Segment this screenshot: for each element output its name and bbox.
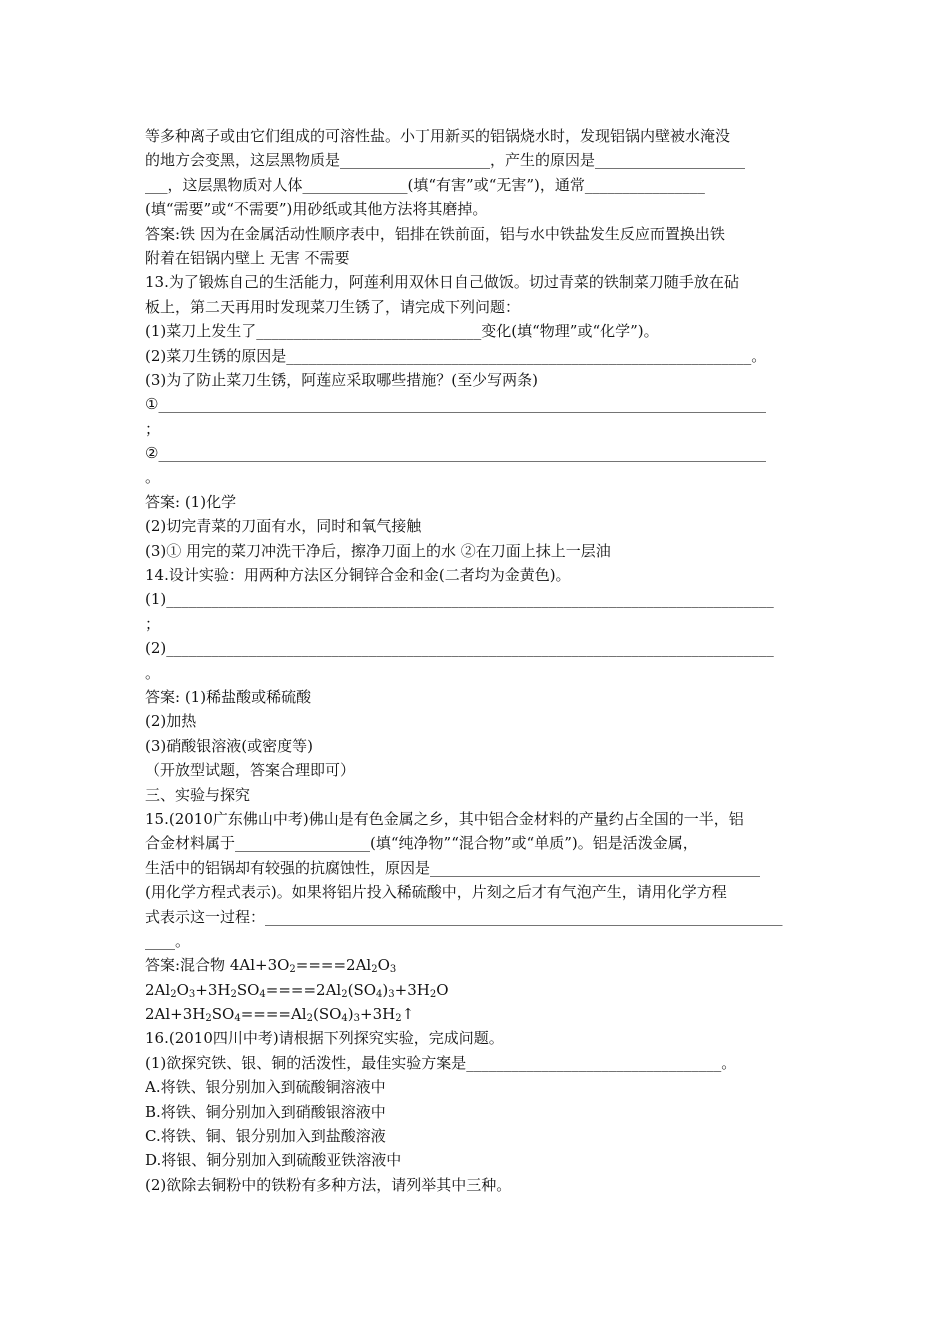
text-line-19: (1)_________________________________________________________________________________ (145, 590, 774, 609)
tail-line-5: D.将银、铜分别加入到硫酸亚铁溶液中 (145, 1151, 402, 1170)
text-line-5: 附着在铝锅内壁上 无害 不需要 (145, 248, 350, 267)
text-line-1: 的地方会变黑，这层黑物质是____________________，产生的原因是____________________ (145, 151, 746, 170)
text-line-17: (3)① 用完的菜刀冲洗干净后，擦净刀面上的水 ②在刀面上抹上一层油 (145, 541, 611, 560)
text-line-22: 。 (145, 663, 161, 682)
text-line-18: 14.设计实验：用两种方法区分铜锌合金和金(二者均为金黄色)。 (145, 566, 571, 585)
tail-line-1: (1)欲探究铁、银、铜的活泼性，最佳实验方案是__________________________________。 (145, 1053, 737, 1072)
text-line-8: (1)菜刀上发生了______________________________变化(填“物理”或“化学”)。 (145, 322, 659, 341)
text-line-29: 合金材料属于__________________(填“纯净物”“混合物”或“单质”)。铝是活泼金属， (145, 834, 698, 853)
text-line-23: 答案: (1)稀盐酸或稀硫酸 (145, 687, 312, 706)
text-line-31: (用化学方程式表示)。如果将铝片投入稀硫酸中，片刻之后才有气泡产生，请用化学方程 (145, 883, 727, 902)
text-line-20: ； (145, 614, 161, 633)
text-line-33: ____。 (145, 931, 191, 950)
text-line-7: 板上，第二天再用时发现菜刀生锈了，请完成下列问题： (145, 297, 521, 316)
text-line-24: (2)加热 (145, 712, 197, 731)
text-line-32: 式表示这一过程：_____________________________________________________________________ (145, 907, 783, 926)
text-line-9: (2)菜刀生锈的原因是______________________________________________________________。 (145, 346, 767, 365)
text-line-0: 等多种离子或由它们组成的可溶性盐。小丁用新买的铝锅烧水时，发现铝锅内壁被水淹没 (145, 127, 731, 145)
document-page (145, 124, 813, 1197)
text-line-2: ___，这层黑物质对人体______________(填“有害”或“无害”)，通常________________ (145, 175, 705, 194)
text-line-16: (2)切完青菜的刀面有水，同时和氧气接触 (145, 517, 422, 536)
text-line-11: ①_________________________________________________________________________________ (145, 395, 766, 414)
text-line-6: 13.为了锻炼自己的生活能力，阿莲利用双休日自己做饭。切过青菜的铁制菜刀随手放在砧 (145, 273, 739, 292)
tail-line-3: B.将铁、铜分别加入到硝酸银溶液中 (145, 1102, 386, 1121)
text-line-25: (3)硝酸银溶液(或密度等) (145, 736, 313, 755)
text-line-10: (3)为了防止菜刀生锈，阿莲应采取哪些措施？(至少写两条) (145, 370, 538, 389)
text-line-28: 15.(2010广东佛山中考)佛山是有色金属之乡，其中铝合金材料的产量约占全国的一半，铝 (145, 809, 744, 828)
text-line-15: 答案: (1)化学 (145, 492, 237, 511)
tail-line-6: (2)欲除去铜粉中的铁粉有多种方法，请列举其中三种。 (145, 1175, 512, 1194)
answer-equation-1: 答案:混合物 $4Al+3O_2====2Al_2O_3$ (145, 956, 397, 976)
tail-line-4: C.将铁、铜、银分别加入到盐酸溶液 (145, 1127, 386, 1146)
answer-equation-2: $2Al_2O_3+3H_2SO_4====2Al_2(SO_4)_3+3H_2O$ (145, 980, 449, 1000)
text-block (145, 124, 813, 953)
text-line-3: (填“需要”或“不需要”)用砂纸或其他方法将其磨掉。 (145, 200, 488, 219)
answer-equation-3: $2Al+3H_2SO_4====Al_2(SO_4)_3+3H_2↑$ (145, 1005, 415, 1025)
tail-line-0: 16.(2010四川中考)请根据下列探究实验，完成问题。 (145, 1029, 504, 1048)
text-line-4: 答案:铁 因为在金属活动性顺序表中，铝排在铁前面，铝与水中铁盐发生反应而置换出铁 (145, 224, 725, 243)
text-line-14: 。 (145, 468, 161, 487)
text-line-12: ； (145, 419, 161, 438)
text-line-21: (2)_________________________________________________________________________________ (145, 639, 774, 658)
text-line-27: 三、实验与探究 (145, 785, 251, 804)
question-16-block (145, 1026, 813, 1197)
text-line-30: 生活中的铝锅却有较强的抗腐蚀性，原因是____________________________________________ (145, 858, 761, 877)
tail-line-2: A.将铁、银分别加入到硫酸铜溶液中 (145, 1078, 386, 1097)
text-line-13: ②_________________________________________________________________________________ (145, 444, 766, 463)
text-line-26: （开放型试题，答案合理即可） (145, 761, 356, 780)
